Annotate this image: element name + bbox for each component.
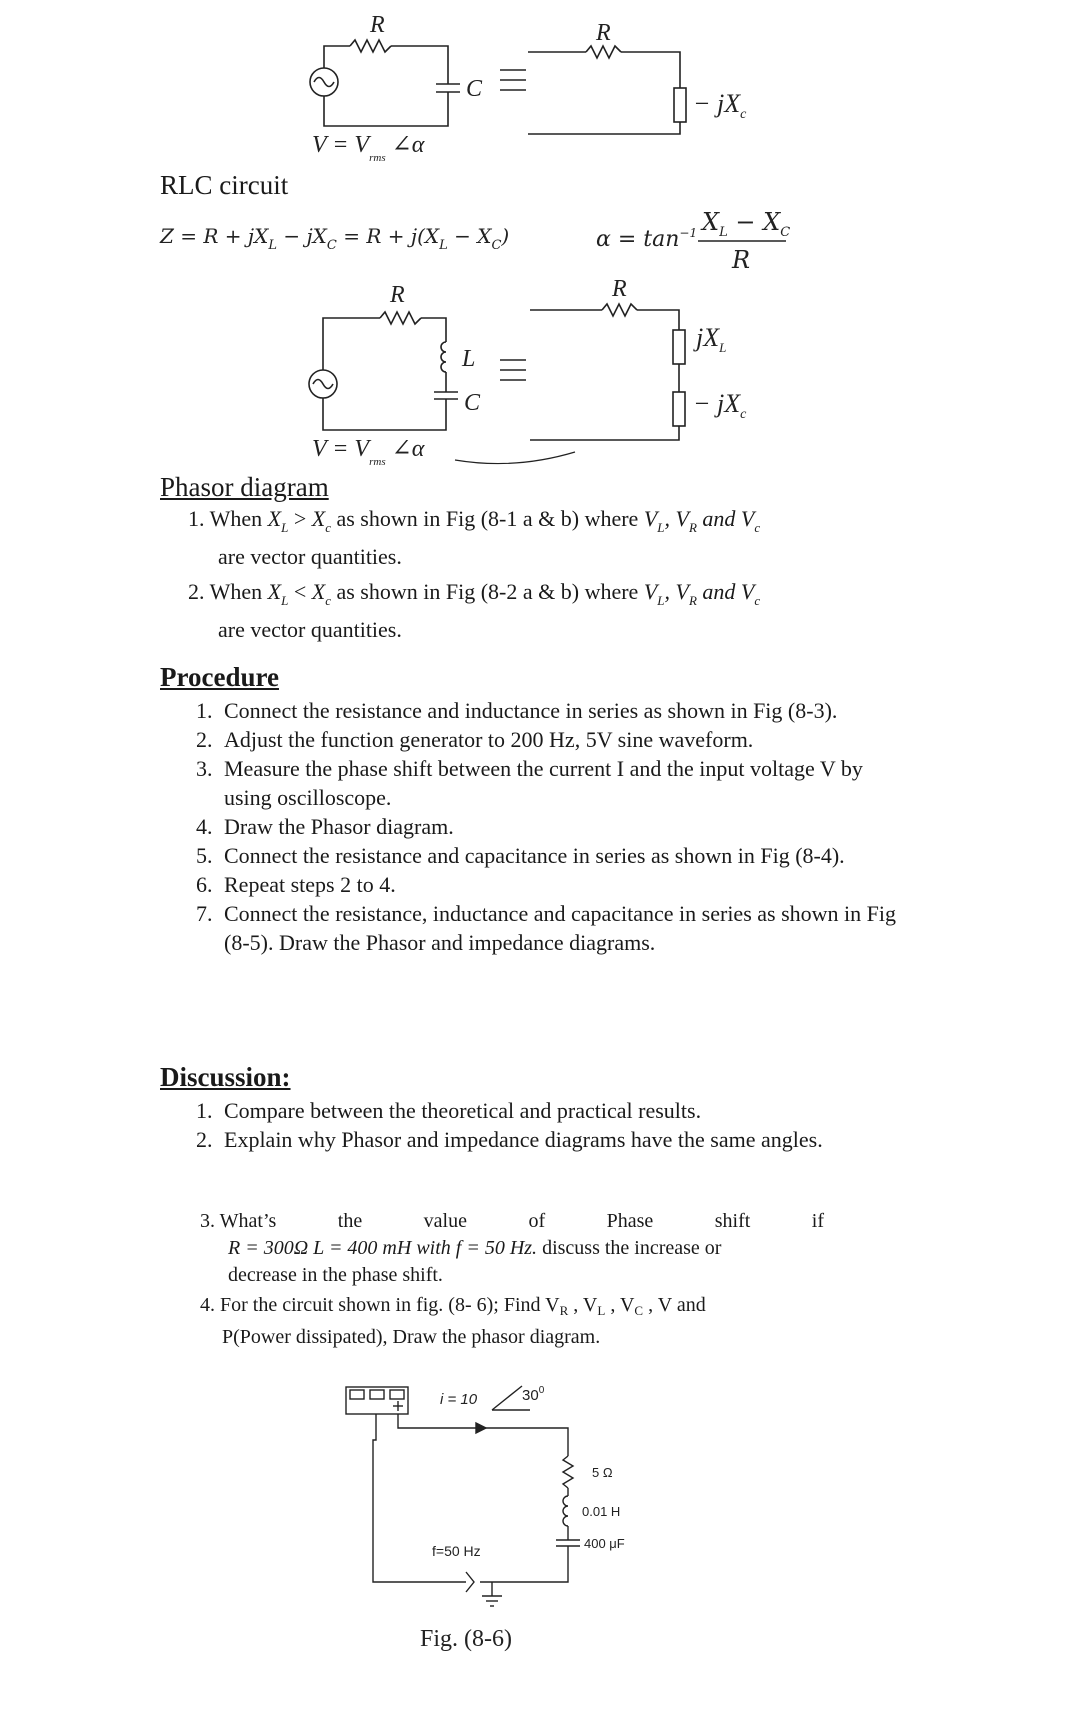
alpha-formula-denominator: R	[732, 246, 751, 274]
procedure-step: 3. Measure the phase shift between the current I and the input voltage V by using oscilloscope.	[218, 754, 898, 812]
item3-second-line: R = 300Ω L = 400 mH with f = 50 Hz. discuss the increase or	[228, 1237, 722, 1259]
alpha-formula-lhs: $\alpha = \tan^{-1}$	[596, 226, 698, 252]
fig-wire-top	[398, 1414, 568, 1456]
fig-current-label: i = 10	[440, 1391, 478, 1408]
figure-8-6-circuit	[346, 1386, 580, 1606]
item4-first-line: 4. For the circuit shown in fig. (8- 6); Find $V_R$ , $V_L$ , $V_C$ , V and	[200, 1294, 706, 1318]
generator-display-1	[350, 1390, 364, 1399]
fig-inductor	[563, 1496, 568, 1526]
procedure-step: 5. Connect the resistance and capacitance in series as shown in Fig (8-4).	[218, 841, 898, 870]
rlc-wire-top	[323, 318, 380, 370]
rlc-equiv-wire-right	[637, 310, 679, 330]
current-direction-arrow	[476, 1423, 486, 1433]
rc-r-label: R	[370, 12, 385, 38]
alpha-formula-numerator: $X_L - X_C$	[702, 208, 791, 240]
rlc-circuit-title: RLC circuit	[160, 170, 289, 200]
figure-caption: Fig. (8-6)	[420, 1626, 512, 1652]
rlc-inductor	[441, 342, 446, 372]
phasor-list	[160, 504, 900, 644]
discussion-item-4	[200, 1292, 840, 1351]
rlc-r-label: R	[390, 282, 405, 308]
phasor-item-1: 1. When $X_L > X_c$ as shown in Fig (8-1 a & b) where $V_L$, $V_R$ and $V_c$ are vector quantities.	[188, 506, 761, 569]
rlc-wire-top-right	[421, 318, 446, 342]
phasor-item-2: 2. When $X_L < X_c$ as shown in Fig (8-2 a & b) where $V_L$, $V_R$ and $V_c$ are vector quantities.	[188, 579, 761, 642]
angle-symbol-arm	[492, 1386, 522, 1410]
discussion-title: Discussion:	[160, 1062, 291, 1092]
fig-inductor-label: 0.01 H	[582, 1504, 621, 1519]
discussion-item-3	[200, 1208, 824, 1289]
rlc-c-label: C	[464, 390, 481, 416]
scribble-line	[455, 452, 575, 464]
rc-source-equation: $V = V_{rms}$ ∠α	[312, 132, 425, 164]
item3-third-line: decrease in the phase shift.	[228, 1264, 443, 1286]
rc-c-label: C	[466, 76, 483, 102]
generator-display-3	[390, 1390, 404, 1399]
fig-resistor-label: 5 Ω	[592, 1465, 613, 1480]
rc-resistor	[350, 40, 391, 52]
fig-frequency-label: f=50 Hz	[432, 1543, 481, 1559]
discussion-item: 1. Compare between the theoretical and practical results.	[218, 1096, 898, 1125]
rlc-equiv-resistor	[602, 304, 637, 316]
rlc-equiv-wire-bottom	[530, 426, 679, 440]
rlc-wire-bottom	[323, 398, 446, 430]
rlc-equiv-c-label: − $jX_c$	[693, 389, 747, 422]
fig-resistor	[563, 1456, 573, 1488]
procedure-step: 2. Adjust the function generator to 200 Hz, 5V sine waveform.	[218, 725, 898, 754]
rc-equiv-c-label: − $jX_c$	[693, 89, 747, 122]
generator-display-2	[370, 1390, 384, 1399]
rc-equiv-r-label: R	[596, 20, 611, 46]
fig-capacitor-label: 400 μF	[584, 1536, 625, 1551]
procedure-steps	[160, 696, 898, 957]
rlc-source-equation: $V = V_{rms}$ ∠α	[312, 436, 425, 468]
rlc-ac-source-wave	[313, 380, 333, 389]
phasor-diagram-title: Phasor diagram	[160, 472, 329, 502]
rlc-l-label: L	[462, 346, 476, 372]
rc-equiv-resistor	[586, 46, 621, 58]
rc-wire-bottom	[324, 92, 448, 126]
item3-first-line: 3. What’s the value of Phase shift if	[200, 1210, 824, 1232]
ac-source-wave	[314, 78, 334, 87]
probe-symbol	[466, 1572, 474, 1592]
rc-equiv-impedance-box	[674, 88, 686, 122]
rc-wire-top	[324, 46, 350, 68]
fig-wire-right	[480, 1560, 568, 1582]
discussion-item: 2. Explain why Phasor and impedance diagrams have the same angles.	[218, 1125, 898, 1154]
discussion-items	[160, 1096, 898, 1154]
fig-angle-label: $30^0$	[522, 1385, 545, 1404]
rlc-equiv-capacitive-box	[673, 392, 685, 426]
procedure-title: Procedure	[160, 662, 279, 692]
function-generator-box	[346, 1387, 408, 1414]
procedure-step: 6. Repeat steps 2 to 4.	[218, 870, 898, 899]
rlc-resistor	[380, 312, 421, 324]
rlc-equiv-inductive-box	[673, 330, 685, 364]
procedure-step: 1. Connect the resistance and inductance in series as shown in Fig (8-3).	[218, 696, 898, 725]
impedance-formula: $Z = R + jX_L - jX_C = R + j(X_L - X_C)$	[160, 224, 510, 253]
procedure-step: 7. Connect the resistance, inductance and capacitance in series as shown in Fig (8-5). Draw the Phasor and impedance diagrams.	[218, 899, 898, 957]
rc-circuit	[310, 40, 686, 134]
rlc-equiv-r-label: R	[612, 276, 627, 302]
rc-equiv-wire-right	[621, 52, 680, 88]
rc-wire-top-right	[391, 46, 448, 84]
rlc-equiv-l-label: $jX_L$	[696, 323, 727, 355]
procedure-step: 4. Draw the Phasor diagram.	[218, 812, 898, 841]
item4-second-line: P(Power dissipated), Draw the phasor diagram.	[222, 1326, 601, 1348]
rc-equiv-wire-bottom	[528, 122, 680, 134]
